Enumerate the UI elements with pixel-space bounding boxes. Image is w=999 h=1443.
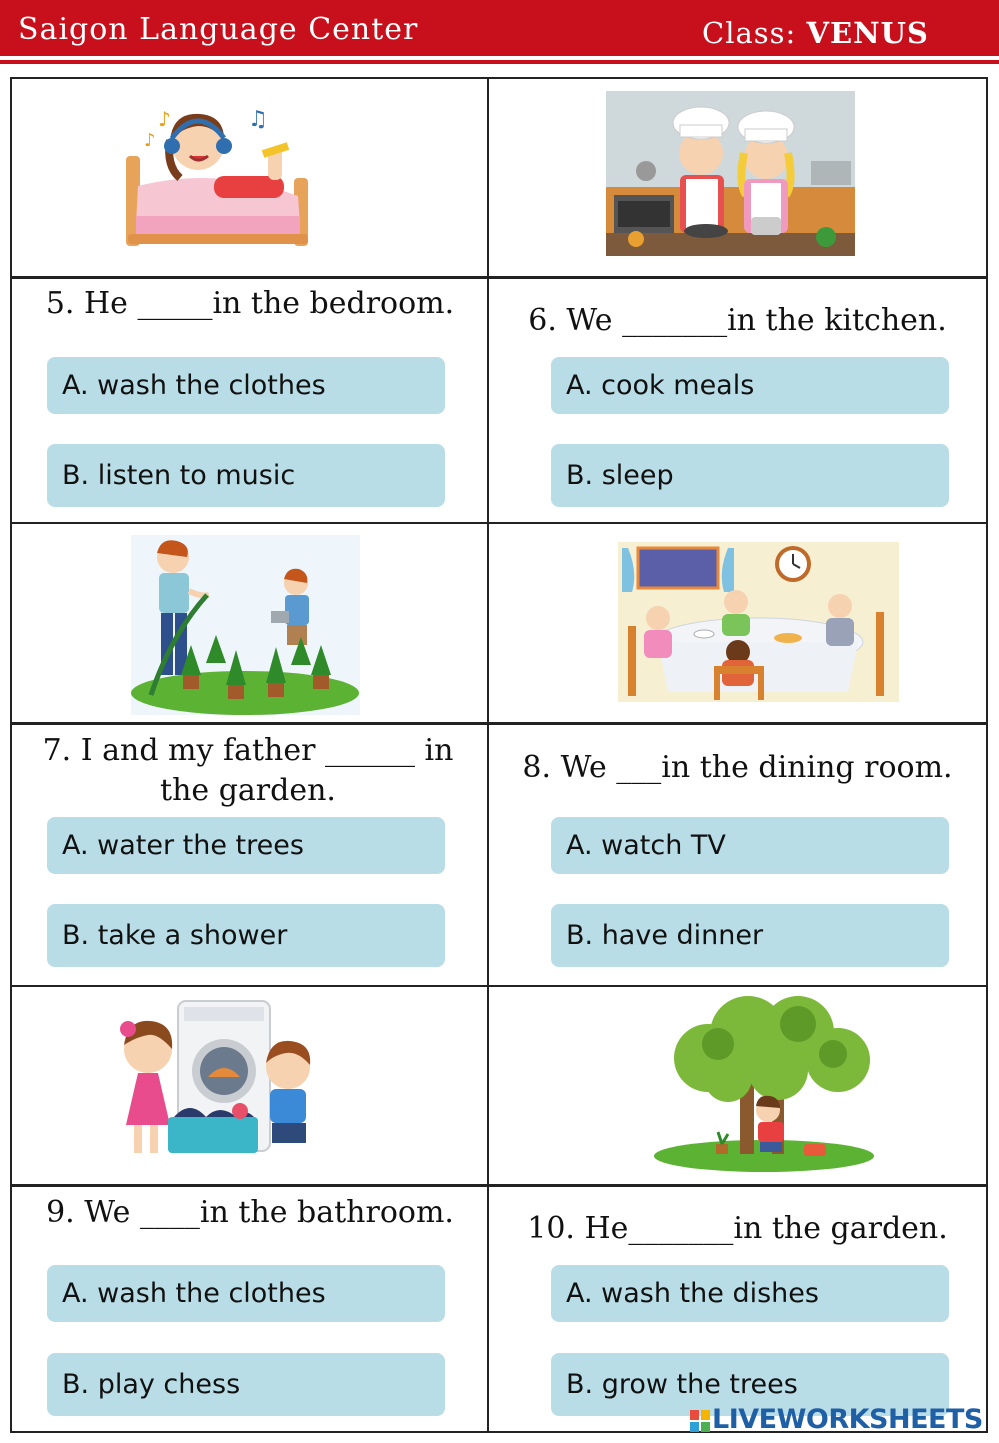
question-7-option-a[interactable]: A. water the trees bbox=[47, 817, 445, 874]
liveworksheets-icon bbox=[690, 1410, 710, 1432]
svg-text:♪: ♪ bbox=[144, 130, 156, 151]
question-10-text: 10. He_______in the garden. bbox=[527, 1211, 948, 1246]
svg-text:♪: ♪ bbox=[158, 107, 171, 131]
question-9-text: 9. We ____in the bathroom. bbox=[46, 1195, 454, 1230]
kitchen-cooking-image bbox=[606, 91, 855, 256]
question-6-option-a[interactable]: A. cook meals bbox=[551, 357, 949, 414]
liveworksheets-logo bbox=[690, 1404, 983, 1435]
question-9-option-a[interactable]: A. wash the clothes bbox=[47, 1265, 445, 1322]
question-10-option-a[interactable]: A. wash the dishes bbox=[551, 1265, 949, 1322]
svg-text:♫: ♫ bbox=[248, 107, 268, 132]
question-10-option-b[interactable]: B. grow the trees bbox=[551, 1353, 949, 1416]
question-7-option-b[interactable]: B. take a shower bbox=[47, 904, 445, 967]
liveworksheets-brand: LIVEWORKSHEETS bbox=[712, 1404, 983, 1435]
question-9-option-b[interactable]: B. play chess bbox=[47, 1353, 445, 1416]
center-name: Saigon Language Center bbox=[18, 12, 419, 47]
garden-watering-image bbox=[131, 535, 360, 715]
tree-planting-image bbox=[648, 994, 880, 1172]
family-dinner-image bbox=[618, 542, 899, 702]
question-5-option-a[interactable]: A. wash the clothes bbox=[47, 357, 445, 414]
question-7-text: 7. I and my father ______ in the garden. bbox=[42, 733, 454, 808]
girl-listening-music-image bbox=[118, 86, 318, 251]
row-divider bbox=[10, 1184, 988, 1187]
header-bar bbox=[0, 0, 999, 56]
question-5-text: 5. He _____in the bedroom. bbox=[45, 286, 455, 321]
question-6-option-b[interactable]: B. sleep bbox=[551, 444, 949, 507]
column-divider bbox=[487, 77, 489, 1433]
class-name: VENUS bbox=[806, 16, 929, 50]
row-divider bbox=[10, 722, 988, 725]
row-divider bbox=[10, 276, 988, 279]
question-8-option-b[interactable]: B. have dinner bbox=[551, 904, 949, 967]
question-6-text: 6. We _______in the kitchen. bbox=[528, 303, 947, 338]
class-prefix: Class: bbox=[702, 16, 807, 50]
header-divider bbox=[0, 60, 999, 64]
row-divider bbox=[10, 522, 988, 524]
question-5-option-b[interactable]: B. listen to music bbox=[47, 444, 445, 507]
class-label bbox=[702, 16, 929, 50]
question-8-text: 8. We ___in the dining room. bbox=[522, 750, 953, 785]
laundry-image bbox=[110, 999, 320, 1161]
row-divider bbox=[10, 985, 988, 987]
question-8-option-a[interactable]: A. watch TV bbox=[551, 817, 949, 874]
